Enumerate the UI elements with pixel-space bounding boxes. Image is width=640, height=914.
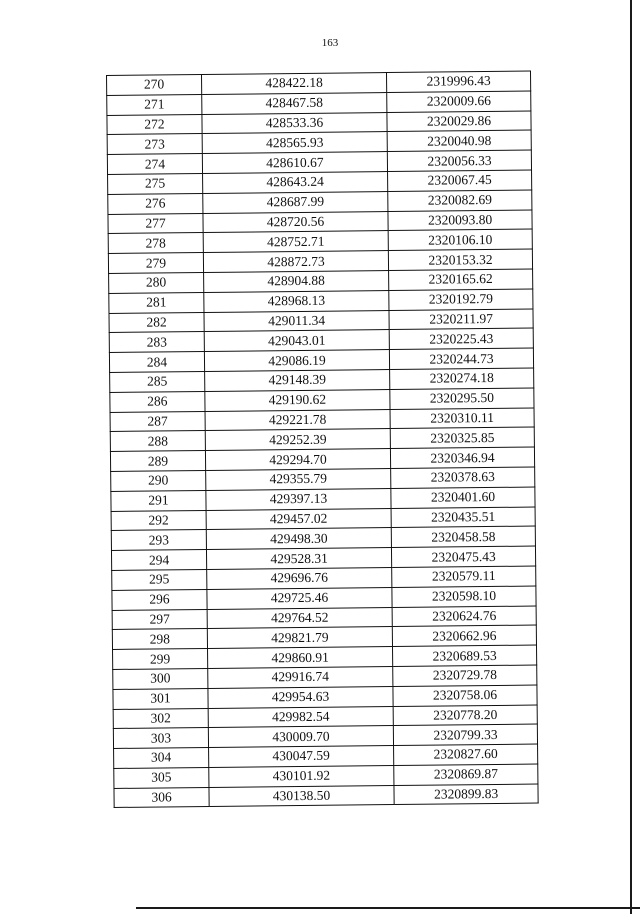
x-coordinate-cell: 429528.31	[206, 548, 391, 570]
point-index-cell: 298	[112, 629, 207, 650]
x-coordinate-cell: 430101.92	[209, 765, 394, 787]
x-coordinate-cell: 428872.73	[203, 251, 388, 273]
y-coordinate-cell: 2320225.43	[389, 328, 533, 349]
y-coordinate-cell: 2320799.33	[393, 724, 537, 745]
x-coordinate-cell: 429043.01	[204, 330, 389, 352]
table-row	[114, 784, 538, 808]
x-coordinate-cell: 429190.62	[205, 389, 390, 411]
point-index-cell: 281	[109, 292, 204, 313]
point-index-cell: 300	[113, 668, 208, 689]
y-coordinate-cell: 2320869.87	[394, 764, 538, 785]
x-coordinate-cell: 429221.78	[205, 409, 390, 431]
point-index-cell: 301	[113, 688, 208, 709]
x-coordinate-cell: 429764.52	[207, 607, 392, 629]
y-coordinate-cell: 2320325.85	[390, 427, 534, 448]
point-index-cell: 306	[114, 787, 209, 808]
x-coordinate-cell: 428610.67	[202, 152, 387, 174]
point-index-cell: 287	[110, 411, 205, 432]
y-coordinate-cell: 2320029.86	[387, 111, 531, 132]
x-coordinate-cell: 429821.79	[207, 627, 392, 649]
y-coordinate-cell: 2320827.60	[394, 744, 538, 765]
y-coordinate-cell: 2320689.53	[393, 645, 537, 666]
point-index-cell: 289	[110, 451, 205, 472]
point-index-cell: 290	[111, 470, 206, 491]
y-coordinate-cell: 2320310.11	[390, 408, 534, 429]
point-index-cell: 303	[113, 728, 208, 749]
y-coordinate-cell: 2320082.69	[388, 190, 532, 211]
point-index-cell: 296	[112, 589, 207, 610]
x-coordinate-cell: 430047.59	[208, 746, 393, 768]
x-coordinate-cell: 429860.91	[207, 647, 392, 669]
x-coordinate-cell: 428904.88	[204, 271, 389, 293]
point-index-cell: 305	[114, 767, 209, 788]
x-coordinate-cell: 428968.13	[204, 290, 389, 312]
y-coordinate-cell: 2320729.78	[393, 665, 537, 686]
y-coordinate-cell: 2320211.97	[389, 309, 533, 330]
x-coordinate-cell: 429498.30	[206, 528, 391, 550]
x-coordinate-cell: 429148.39	[205, 369, 390, 391]
y-coordinate-cell: 2320899.83	[394, 784, 538, 805]
point-index-cell: 272	[107, 114, 202, 135]
y-coordinate-cell: 2320346.94	[391, 447, 535, 468]
x-coordinate-cell: 429457.02	[206, 508, 391, 530]
x-coordinate-cell: 428533.36	[202, 112, 387, 134]
scan-edge-right	[630, 0, 632, 914]
y-coordinate-cell: 2320274.18	[390, 368, 534, 389]
point-index-cell: 276	[108, 193, 203, 214]
y-coordinate-cell: 2320458.58	[391, 526, 535, 547]
x-coordinate-cell: 430009.70	[208, 726, 393, 748]
y-coordinate-cell: 2320579.11	[392, 566, 536, 587]
x-coordinate-cell: 429397.13	[206, 488, 391, 510]
point-index-cell: 279	[108, 253, 203, 274]
x-coordinate-cell: 429954.63	[208, 686, 393, 708]
x-coordinate-cell: 429355.79	[206, 468, 391, 490]
point-index-cell: 280	[109, 272, 204, 293]
point-index-cell: 274	[107, 154, 202, 175]
x-coordinate-cell: 429252.39	[205, 429, 390, 451]
x-coordinate-cell: 428687.99	[203, 191, 388, 213]
point-index-cell: 282	[109, 312, 204, 333]
y-coordinate-cell: 2320435.51	[391, 507, 535, 528]
y-coordinate-cell: 2320153.32	[388, 249, 532, 270]
point-index-cell: 277	[108, 213, 203, 234]
y-coordinate-cell: 2319996.43	[387, 71, 531, 92]
point-index-cell: 302	[113, 708, 208, 729]
y-coordinate-cell: 2320401.60	[391, 487, 535, 508]
coordinate-table-body	[107, 71, 539, 808]
x-coordinate-cell: 428720.56	[203, 211, 388, 233]
y-coordinate-cell: 2320778.20	[393, 705, 537, 726]
x-coordinate-cell: 429086.19	[204, 350, 389, 372]
y-coordinate-cell: 2320244.73	[390, 348, 534, 369]
y-coordinate-cell: 2320009.66	[387, 91, 531, 112]
point-index-cell: 283	[109, 332, 204, 353]
x-coordinate-cell: 428467.58	[202, 92, 387, 114]
point-index-cell: 288	[110, 431, 205, 452]
x-coordinate-cell: 428565.93	[202, 132, 387, 154]
point-index-cell: 304	[114, 748, 209, 769]
y-coordinate-cell: 2320378.63	[391, 467, 535, 488]
y-coordinate-cell: 2320475.43	[392, 546, 536, 567]
y-coordinate-cell: 2320056.33	[387, 150, 531, 171]
point-index-cell: 275	[108, 173, 203, 194]
point-index-cell: 294	[111, 550, 206, 571]
y-coordinate-cell: 2320758.06	[393, 685, 537, 706]
y-coordinate-cell: 2320598.10	[392, 586, 536, 607]
point-index-cell: 292	[111, 510, 206, 531]
point-index-cell: 297	[112, 609, 207, 630]
x-coordinate-cell: 428643.24	[202, 172, 387, 194]
x-coordinate-cell: 429294.70	[205, 449, 390, 471]
point-index-cell: 291	[111, 490, 206, 511]
y-coordinate-cell: 2320067.45	[388, 170, 532, 191]
point-index-cell: 293	[111, 530, 206, 551]
point-index-cell: 284	[109, 352, 204, 373]
x-coordinate-cell: 429725.46	[207, 587, 392, 609]
y-coordinate-cell: 2320165.62	[389, 269, 533, 290]
point-index-cell: 271	[107, 94, 202, 115]
x-coordinate-cell: 429696.76	[207, 567, 392, 589]
y-coordinate-cell: 2320040.98	[387, 130, 531, 151]
x-coordinate-cell: 428752.71	[203, 231, 388, 253]
y-coordinate-cell: 2320192.79	[389, 289, 533, 310]
point-index-cell: 285	[110, 371, 205, 392]
point-index-cell: 286	[110, 391, 205, 412]
y-coordinate-cell: 2320106.10	[388, 229, 532, 250]
point-index-cell: 299	[113, 649, 208, 670]
point-index-cell: 295	[112, 569, 207, 590]
scan-edge-bottom	[136, 907, 640, 909]
coordinate-table	[106, 71, 539, 809]
x-coordinate-cell: 429982.54	[208, 706, 393, 728]
y-coordinate-cell: 2320295.50	[390, 388, 534, 409]
y-coordinate-cell: 2320093.80	[388, 210, 532, 231]
point-index-cell: 273	[107, 134, 202, 155]
y-coordinate-cell: 2320624.76	[392, 606, 536, 627]
x-coordinate-cell: 428422.18	[201, 73, 386, 95]
y-coordinate-cell: 2320662.96	[392, 625, 536, 646]
point-index-cell: 278	[108, 233, 203, 254]
point-index-cell: 270	[107, 75, 202, 96]
x-coordinate-cell: 430138.50	[209, 785, 394, 807]
page-number: 163	[321, 37, 339, 49]
x-coordinate-cell: 429916.74	[208, 666, 393, 688]
x-coordinate-cell: 429011.34	[204, 310, 389, 332]
